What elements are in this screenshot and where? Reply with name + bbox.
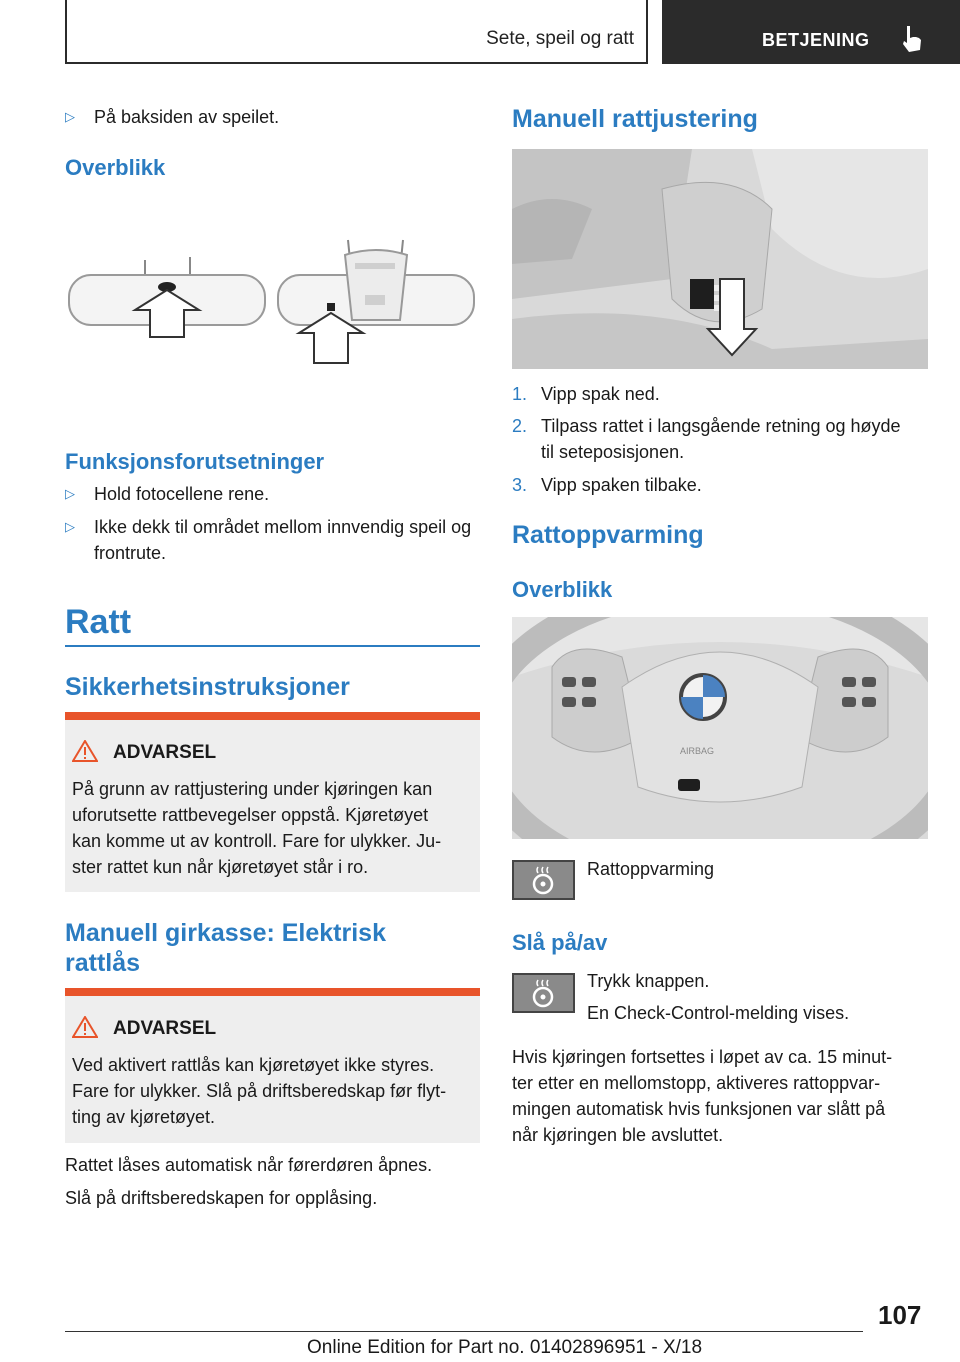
heating-heading: Rattoppvarming <box>512 521 704 549</box>
heading-rule <box>65 645 480 647</box>
pointing-hand-icon <box>900 24 922 54</box>
instruction-line: Trykk knappen. <box>587 971 710 991</box>
header-chapter-tab <box>662 0 960 64</box>
overview-heading-right: Overblikk <box>512 577 613 602</box>
warning-line: uforutsette rattbevegelser oppstå. Kjøretøyet <box>72 805 429 825</box>
body-paragraph: Rattet låses automatisk når førerdøren åpnes. <box>65 1155 433 1175</box>
header-section-title: Sete, speil og ratt <box>486 28 634 49</box>
page-number: 107 <box>878 1300 922 1330</box>
instruction-line: En Check-Control-melding vises. <box>587 1003 850 1023</box>
warning-title: ADVARSEL <box>113 742 217 763</box>
warning-line: Ved aktivert rattlås kan kjøretøyet ikke styres. <box>72 1055 435 1075</box>
warning-box <box>65 712 480 892</box>
airbag-label: AIRBAG <box>680 746 715 756</box>
body-paragraph-line: ter etter en mellomstopp, aktiveres rattoppvar- <box>512 1073 881 1093</box>
step-text: Vipp spak ned. <box>541 384 660 404</box>
body-paragraph-line: mingen automatisk hvis funksjonen var slått på <box>512 1099 886 1119</box>
triangle-bullet-icon: ▷ <box>65 486 75 501</box>
list-item <box>65 104 279 130</box>
step-text: til seteposisjonen. <box>541 442 685 462</box>
warning-line: ster rattet kun når kjøretøyet står i ro. <box>72 857 369 877</box>
numbered-step <box>512 381 660 407</box>
warning-line: Fare for ulykker. Slå på driftsberedskap før flyt- <box>72 1081 447 1101</box>
list-item-text: Hold fotocellene rene. <box>94 484 270 504</box>
step-text: Vipp spaken tilbake. <box>541 475 702 495</box>
body-paragraph-line: når kjøringen ble avsluttet. <box>512 1125 724 1145</box>
step-number: 1. <box>512 384 528 404</box>
list-item <box>65 514 480 566</box>
step-text: Tilpass rattet i langsgående retning og høyde <box>541 416 901 436</box>
warning-box <box>65 988 480 1143</box>
heated-steering-wheel-button-icon <box>512 860 575 900</box>
warning-title: ADVARSEL <box>113 1018 217 1039</box>
icon-caption: Rattoppvarming <box>587 859 715 879</box>
numbered-step <box>512 413 901 439</box>
manual-adjust-heading: Manuell rattjustering <box>512 105 758 133</box>
header-chapter-label: BETJENING <box>762 30 870 50</box>
warning-line: ting av kjøretøyet. <box>72 1107 216 1127</box>
list-item-text: Ikke dekk til området mellom innvendig speil og frontrute. <box>94 517 472 563</box>
gearbox-heading-line: rattlås <box>65 949 141 977</box>
step-number: 3. <box>512 475 528 495</box>
overview-heading-left: Overblikk <box>65 155 166 180</box>
footer-edition: Online Edition for Part no. 01402896951 - X/18 <box>307 1337 703 1358</box>
steering-wheel-photo <box>512 617 928 839</box>
heated-steering-wheel-button-icon <box>512 973 575 1013</box>
warning-line: kan komme ut av kontroll. Fare for ulykker. Ju- <box>72 831 442 851</box>
step-number: 2. <box>512 416 528 436</box>
numbered-step-continuation <box>512 439 684 465</box>
steering-column-lever-photo <box>512 149 928 369</box>
body-paragraph-line: Hvis kjøringen fortsettes i løpet av ca. 15 minut- <box>512 1047 893 1067</box>
triangle-bullet-icon: ▷ <box>65 109 75 124</box>
numbered-step <box>512 472 702 498</box>
triangle-bullet-icon: ▷ <box>65 519 75 534</box>
prereq-heading: Funksjonsforutsetninger <box>65 449 325 474</box>
warning-triangle-icon <box>72 1016 98 1038</box>
warning-triangle-icon <box>72 740 98 762</box>
list-item <box>65 481 269 507</box>
footer-rule <box>65 1331 863 1332</box>
gearbox-heading-line: Manuell girkasse: Elektrisk <box>65 919 386 947</box>
body-paragraph: Slå på driftsberedskapen for opplåsing. <box>65 1188 378 1208</box>
safety-heading: Sikkerhetsinstruksjoner <box>65 673 350 701</box>
rearview-mirror-illustration <box>65 235 480 370</box>
onoff-heading: Slå på/av <box>512 930 608 955</box>
warning-line: På grunn av rattjustering under kjøringen kan <box>72 779 433 799</box>
chapter-heading-ratt: Ratt <box>65 603 132 641</box>
list-item-text: På baksiden av speilet. <box>94 107 280 127</box>
